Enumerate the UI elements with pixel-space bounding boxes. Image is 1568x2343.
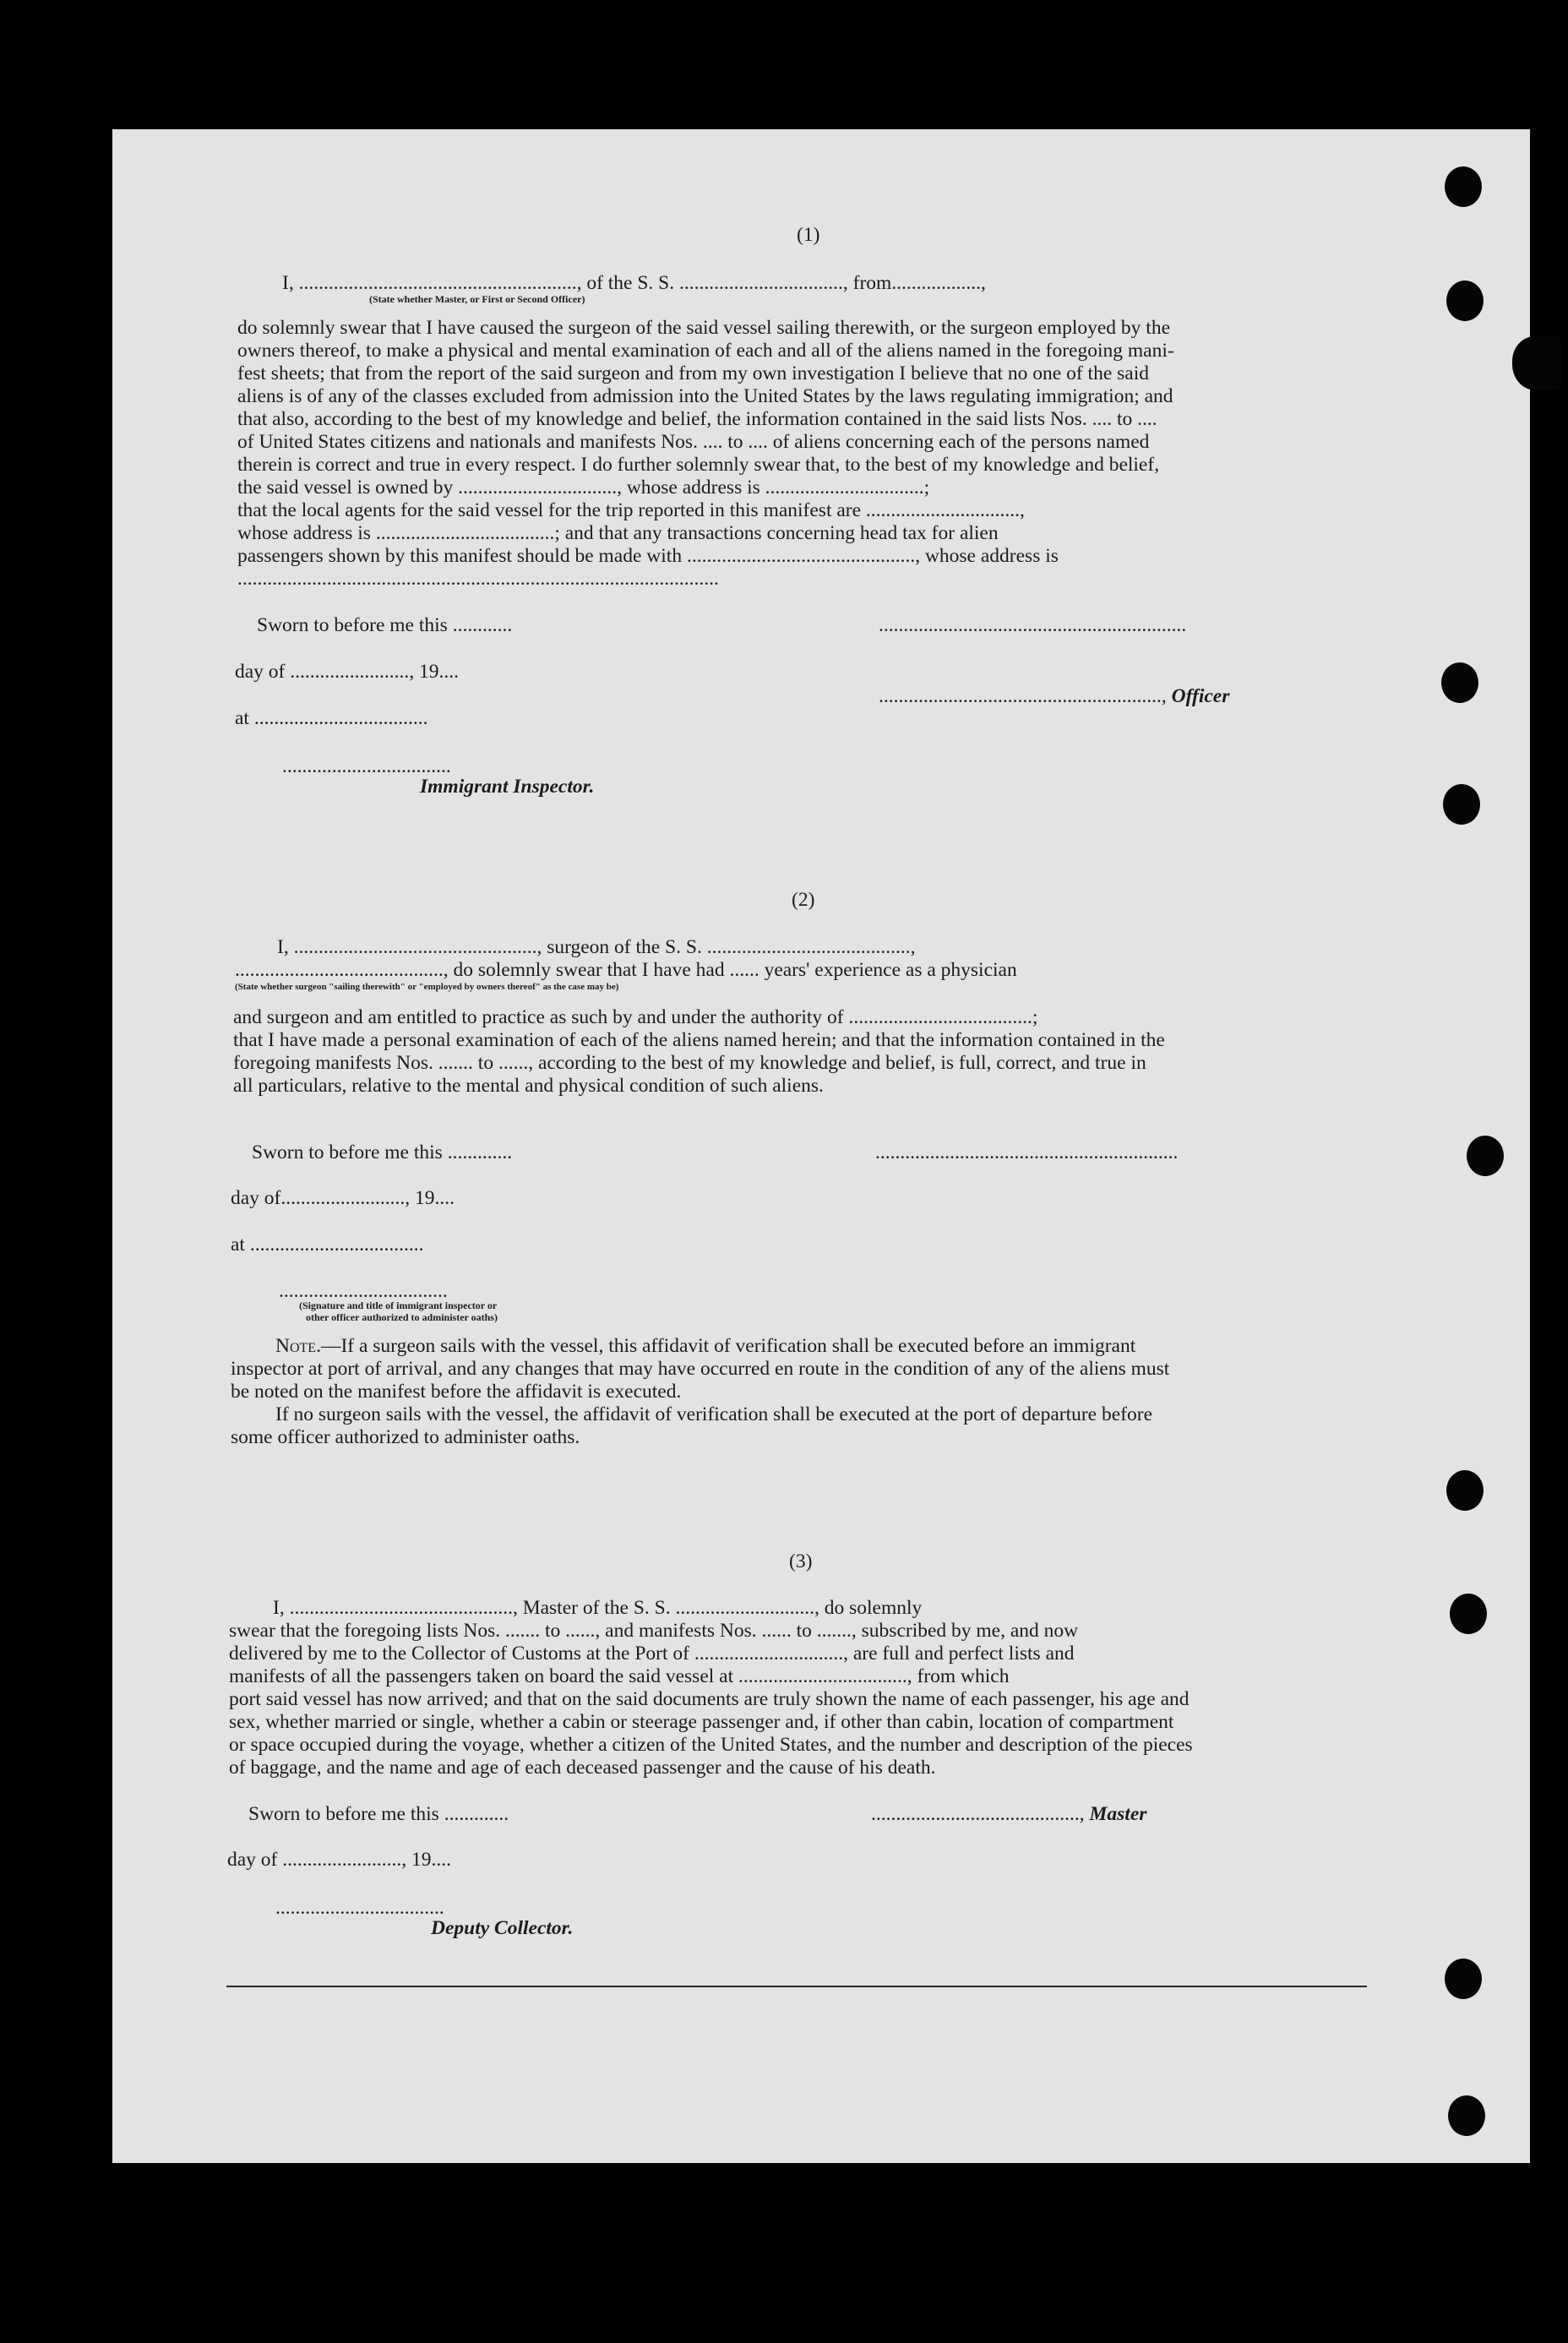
at-line: at ................................... — [235, 707, 428, 729]
master-dots: .........................................., — [871, 1803, 1085, 1825]
note-label: Note. — [275, 1335, 321, 1357]
officer-label: Officer — [1171, 685, 1230, 707]
punch-hole — [1446, 1470, 1484, 1511]
oath-line: passengers shown by this manifest should be made with .............................................., whose address is — [237, 545, 1059, 567]
at-line: at ................................... — [231, 1234, 424, 1256]
oath-line: fest sheets; that from the report of the said surgeon and from my own investigation I believe that no one of the said — [237, 362, 1149, 384]
punch-hole — [1467, 1136, 1504, 1176]
note-line: some officer authorized to administer oaths. — [231, 1426, 580, 1448]
day-of-line: day of ........................, 19.... — [235, 661, 460, 683]
day-of-line: day of........................., 19.... — [231, 1187, 455, 1209]
oath-line: do solemnly swear that I have caused the surgeon of the said vessel sailing therewith, or the surgeon employed by the — [237, 317, 1171, 339]
inspector-label: Immigrant Inspector. — [420, 776, 595, 798]
oath-line: owners thereof, to make a physical and mental examination of each and all of the aliens named in the foregoing mani- — [237, 340, 1174, 362]
oath-line: and surgeon and am entitled to practice as such by and under the authority of .....................................; — [233, 1006, 1038, 1028]
signature-line: .............................................................. — [879, 614, 1187, 636]
officer-line: I, ........................................................, of the S. S. ................................., from.................., — [282, 272, 986, 294]
oath-line: therein is correct and true in every respect. I do further solemnly swear that, to the best of my knowledge and belief, — [237, 454, 1160, 476]
oath-line: or space occupied during the voyage, whether a citizen of the United States, and the number and description of the pieces — [229, 1734, 1193, 1756]
punch-hole — [1443, 784, 1480, 825]
punch-hole — [1446, 281, 1484, 321]
oath-line: of United States citizens and nationals and manifests Nos. .... to .... of aliens concerning each of the persons named — [237, 431, 1150, 453]
oath-line: sex, whether married or single, whether a cabin or steerage passenger and, if other than cabin, location of compartment — [229, 1711, 1174, 1733]
oath-line: whose address is ....................................; and that any transactions concerning head tax for alien — [237, 522, 999, 544]
master-signature-line — [871, 1802, 1146, 1826]
oath-line: the said vessel is owned by ................................, whose address is ................................; — [237, 477, 930, 499]
surgeon-line: I, ................................................., surgeon of the S. S. ........................................., — [277, 936, 916, 958]
oath-line: delivered by me to the Collector of Customs at the Port of .............................., are full and perfect lists and — [229, 1643, 1075, 1665]
section-2-heading: (2) — [792, 889, 815, 911]
note-line: If no surgeon sails with the vessel, the affidavit of verification shall be executed at the port of departure before — [275, 1403, 1152, 1425]
officer-signature-line — [879, 684, 1229, 708]
collector-label: Deputy Collector. — [431, 1917, 574, 1939]
master-label: Master — [1089, 1803, 1147, 1825]
oath-line: aliens is of any of the classes excluded from admission into the United States by the laws regulating immigration; and — [237, 385, 1173, 407]
oath-line: manifests of all the passengers taken on board the said vessel at .................................., from which — [229, 1665, 1010, 1687]
note-line: inspector at port of arrival, and any changes that may have occurred en route in the condition of any of the aliens must — [231, 1358, 1170, 1380]
oath-line: that I have made a personal examination of each of the aliens named herein; and that the information contained in the — [233, 1029, 1165, 1051]
bottom-rule — [226, 1986, 1367, 1987]
oath-line: all particulars, relative to the mental and physical condition of such aliens. — [233, 1075, 824, 1097]
inspector-dots: .................................. — [282, 755, 451, 777]
master-line: I, ............................................., Master of the S. S. ............................, do solemnly — [273, 1597, 923, 1619]
punch-hole — [1448, 2095, 1485, 2136]
day-of-line: day of ........................, 19.... — [227, 1849, 452, 1871]
collector-dots: .................................. — [275, 1897, 444, 1919]
note-line: be noted on the manifest before the affidavit is executed. — [231, 1381, 682, 1403]
sworn-line: Sworn to before me this ............. — [252, 1142, 513, 1163]
punch-hole — [1445, 1959, 1482, 1999]
inspector-note: other officer authorized to administer oaths) — [306, 1311, 498, 1323]
officer-note: (State whether Master, or First or Second Officer) — [369, 293, 585, 305]
oath-line: ................................................................................................. — [237, 568, 719, 590]
oath-line: that also, according to the best of my knowledge and belief, the information contained in the said lists Nos. .... to .... — [237, 408, 1157, 430]
signature-line: ............................................................. — [875, 1142, 1179, 1163]
oath-line: swear that the foregoing lists Nos. ....... to ......, and manifests Nos. ...... to ......., subscribed by me, and now — [229, 1620, 1079, 1642]
inspector-dots: .................................. — [279, 1280, 448, 1302]
oath-line: of baggage, and the name and age of each deceased passenger and the cause of his death. — [229, 1757, 936, 1779]
officer-dots: ........................................................., — [879, 685, 1167, 707]
oath-line: foregoing manifests Nos. ....... to ......, according to the best of my knowledge and belief, is full, correct, and true in — [233, 1052, 1146, 1074]
section-3-heading: (3) — [789, 1550, 813, 1572]
punch-hole — [1450, 1594, 1487, 1634]
note-line — [275, 1334, 1135, 1358]
note-text: —If a surgeon sails with the vessel, this affidavit of verification shall be executed before an immigrant — [320, 1335, 1136, 1357]
punch-hole — [1445, 166, 1482, 207]
section-1-heading: (1) — [797, 224, 820, 246]
oath-line: port said vessel has now arrived; and that on the said documents are truly shown the name of each passenger, his age and — [229, 1688, 1190, 1710]
sworn-line: Sworn to before me this ............. — [248, 1803, 509, 1825]
punch-hole — [1512, 336, 1561, 390]
inspector-note: (Signature and title of immigrant inspector or — [299, 1300, 498, 1311]
sworn-line: Sworn to before me this ............ — [257, 614, 513, 636]
oath-line: that the local agents for the said vessel for the trip reported in this manifest are ..............................., — [237, 499, 1025, 521]
surgeon-line: .........................................., do solemnly swear that I have had ...... years' experience as a physician — [235, 959, 1017, 981]
punch-hole — [1441, 662, 1478, 703]
surgeon-note: (State whether surgeon "sailing therewith" or "employed by owners thereof" as the case may be) — [235, 982, 619, 992]
